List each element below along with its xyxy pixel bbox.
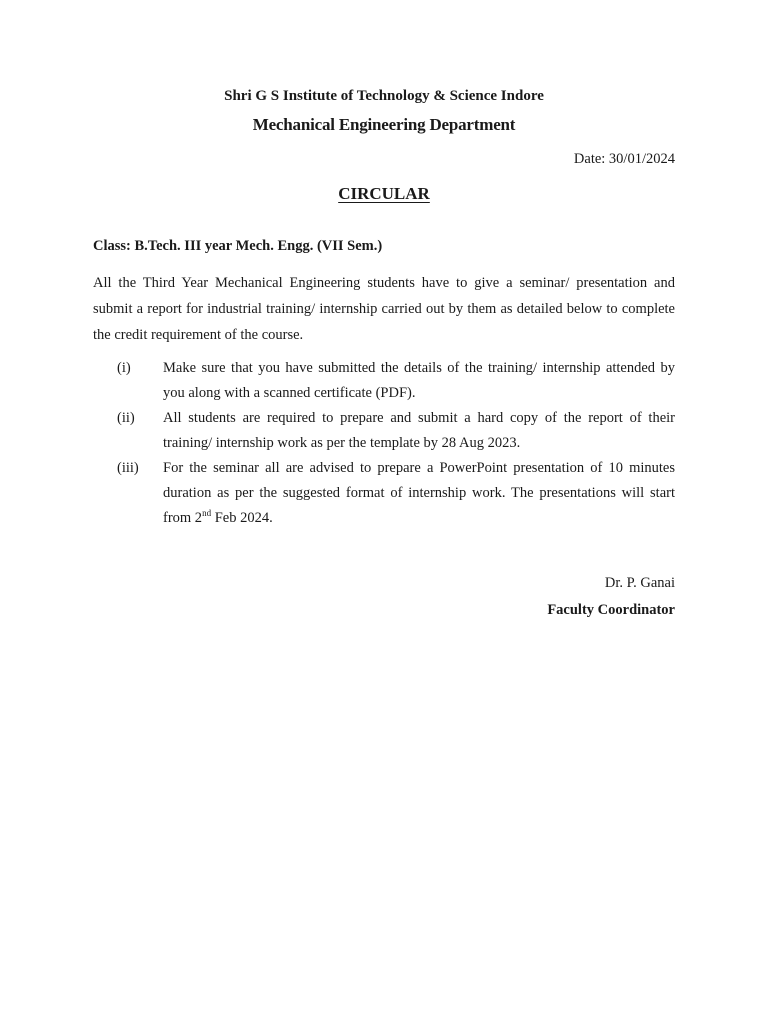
list-item-text-end: Feb 2024. bbox=[211, 510, 273, 526]
intro-paragraph: All the Third Year Mechanical Engineering students have to give a seminar/ presentation and submit a report for industrial training/ internship carried out by them as detailed below to complete the credit requirement of the course. bbox=[93, 275, 675, 343]
list-item-marker: (i) bbox=[117, 360, 131, 376]
list-item bbox=[93, 456, 675, 531]
list-item bbox=[93, 406, 675, 456]
list-item-text: All students are required to prepare and submit a hard copy of the report of their training/ internship work as per the template by 28 Aug 2023. bbox=[163, 410, 675, 451]
signatory-role: Faculty Coordinator bbox=[547, 602, 675, 618]
circular-date: Date: 30/01/2024 bbox=[573, 151, 675, 167]
list-item-text bbox=[163, 456, 675, 531]
list-item-marker: (ii) bbox=[117, 410, 135, 426]
institute-name: Shri G S Institute of Technology & Science Indore bbox=[224, 88, 544, 104]
list-item-marker: (iii) bbox=[117, 460, 139, 476]
circular-title: CIRCULAR bbox=[338, 184, 430, 203]
signatory-name: Dr. P. Ganai bbox=[604, 575, 675, 591]
ordinal-suffix: nd bbox=[202, 508, 212, 519]
class-line: Class: B.Tech. III year Mech. Engg. (VII Sem.) bbox=[93, 238, 383, 254]
list-item-text: Make sure that you have submitted the details of the training/ internship attended by you along with a scanned certificate (PDF). bbox=[163, 360, 675, 401]
list-item-text-start: For the seminar all are advised to prepare a PowerPoint presentation of 10 minutes duration as per the suggested format of internship work. The presentations will start from 2 bbox=[163, 460, 675, 526]
department-name: Mechanical Engineering Department bbox=[252, 115, 516, 134]
instruction-list bbox=[93, 356, 675, 531]
list-item bbox=[93, 356, 675, 406]
